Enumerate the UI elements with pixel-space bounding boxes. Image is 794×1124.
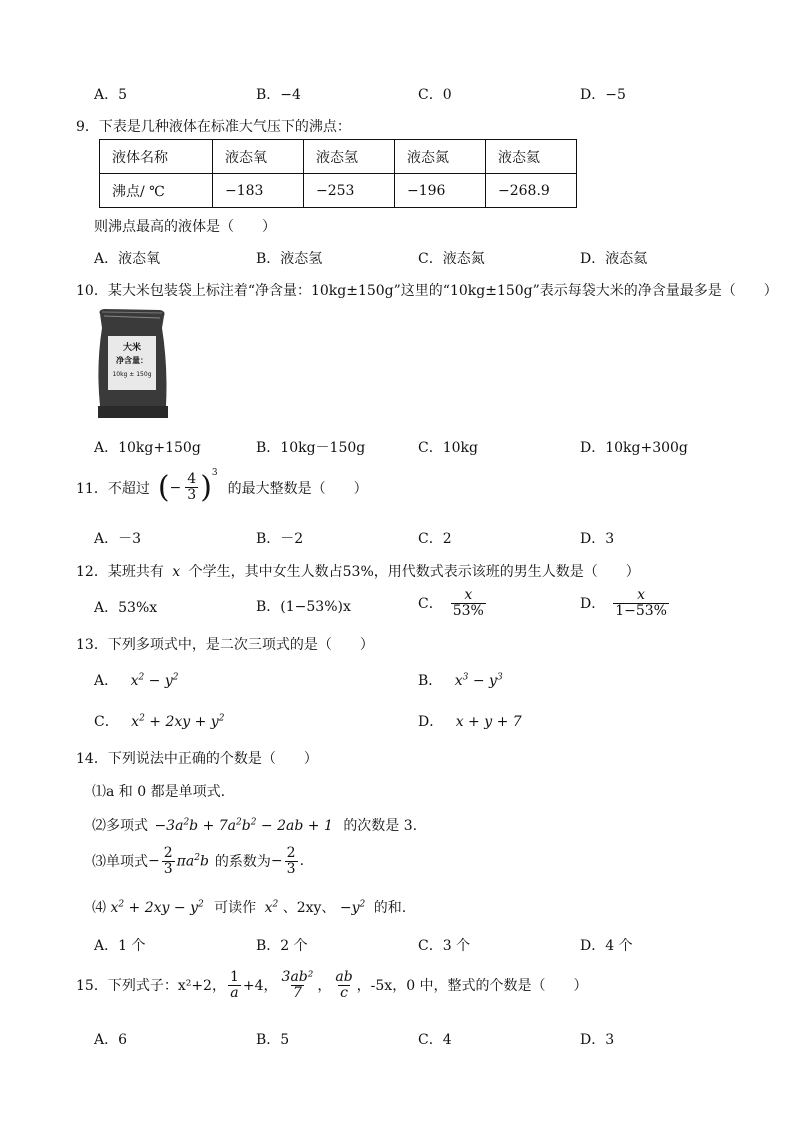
table-cell: −253: [304, 174, 395, 208]
option-label: C．: [418, 596, 443, 613]
q10-option-d[interactable]: D．10kg+300g: [580, 440, 688, 456]
option-label: B．: [418, 673, 443, 689]
fraction-numerator: 2: [163, 845, 173, 861]
q14-item-2-b: 的次数是 3.: [343, 818, 418, 834]
q14-item-4-b: 可读作: [214, 900, 257, 916]
q14-option-b[interactable]: B．2 个: [256, 938, 308, 954]
q9-option-c[interactable]: C．液态氮: [418, 251, 485, 267]
q12-stem: [76, 561, 640, 581]
q14-item-4-neg-y2: $-y^2$: [339, 899, 366, 916]
fraction: [285, 846, 298, 876]
q10-option-c[interactable]: C．10kg: [418, 440, 478, 456]
fraction-numerator: 1: [229, 969, 239, 985]
table-cell: 液态氮: [395, 140, 486, 174]
fraction-numerator: 2: [286, 845, 296, 861]
q11-expression: [158, 470, 218, 505]
q11-option-b[interactable]: B．－2: [256, 531, 304, 547]
fraction-numerator: ab: [335, 969, 353, 985]
q12-variable: x: [172, 564, 181, 580]
option-label: D．: [580, 596, 606, 613]
table-cell: −196: [395, 174, 486, 208]
q8-option-b[interactable]: B．−4: [256, 87, 301, 103]
q12-option-d-fraction: [613, 588, 669, 618]
rice-bag-text-3: 10kg ± 150g: [112, 371, 152, 378]
table-cell: 液态氢: [304, 140, 395, 174]
table-row: [100, 174, 577, 208]
q15-option-a[interactable]: A．6: [94, 1032, 128, 1048]
comma: ，: [317, 978, 332, 995]
q12-option-c[interactable]: [418, 588, 488, 618]
q14-item-4-d: 的和.: [373, 900, 407, 916]
q8-option-d[interactable]: D．−5: [580, 87, 626, 103]
q15-stem-b: ，-5x，0 中，整式的个数是（ ）: [356, 978, 588, 995]
option-label: D．: [418, 714, 444, 730]
q12-option-c-fraction: [451, 588, 486, 618]
q12-stem-b: 个学生，其中女生人数占53%，用代数式表示该班的男生人数是（ ）: [188, 564, 640, 580]
q13-option-c-expr: $x^2 + 2xy + y^2$: [131, 713, 225, 730]
q11-option-c[interactable]: C．2: [418, 531, 452, 547]
table-cell: −268.9: [486, 174, 577, 208]
table-cell: 液体名称: [100, 140, 213, 174]
q15-option-b[interactable]: B．5: [256, 1032, 290, 1048]
q14-stem: 14．下列说法中正确的个数是（ ）: [76, 751, 318, 767]
q14-option-c[interactable]: C．3 个: [418, 938, 471, 954]
q12-option-b[interactable]: [256, 596, 351, 616]
fraction-numerator: x: [637, 587, 646, 603]
q12-stem-a: 12．某班共有: [76, 564, 164, 580]
q14-item-4-expr: $x^2 + 2xy - y^2$: [110, 899, 204, 916]
fraction-numerator: 3ab²: [281, 969, 314, 985]
q9-option-b[interactable]: B．液态氢: [256, 251, 323, 267]
q13-stem: 13．下列多项式中，是二次三项式的是（ ）: [76, 637, 374, 653]
table-cell: 沸点/ ℃: [100, 174, 213, 208]
q15-stem: [76, 970, 588, 1000]
q11-prefix: 11．不超过: [76, 480, 150, 497]
table-cell: −183: [213, 174, 304, 208]
q14-item-3-monomial: $\pi a^2b$: [176, 852, 209, 870]
open-paren: (: [157, 470, 170, 505]
table-row: [100, 140, 577, 174]
fraction-denominator: 3: [163, 860, 173, 877]
rice-bag-text-2: 净含量：: [116, 356, 148, 365]
q14-item-4-a: ⑷: [92, 900, 106, 916]
q14-item-1: ⑴a 和 0 都是单项式.: [92, 784, 226, 800]
rice-bag-text-1: 大米: [122, 343, 142, 353]
q14-item-3-b: 的系数为: [214, 854, 271, 871]
q13-option-d[interactable]: [418, 711, 522, 731]
minus-sign: −: [270, 853, 283, 870]
q12-option-d[interactable]: [580, 588, 671, 618]
period: .: [299, 853, 305, 870]
q13-option-b[interactable]: [418, 670, 503, 690]
q11-suffix: 的最大整数是（ ）: [227, 480, 368, 497]
q11-exponent: 3: [211, 468, 218, 478]
q11-denominator: 3: [187, 487, 197, 503]
q15-option-d[interactable]: D．3: [580, 1032, 615, 1048]
q14-option-d[interactable]: D．4 个: [580, 938, 633, 954]
q9-stem: 9．下表是几种液体在标准大气压下的沸点：: [76, 119, 351, 135]
table-cell: 液态氦: [486, 140, 577, 174]
fraction-denominator: 53%: [452, 602, 484, 619]
rice-bag-bottom: [98, 406, 168, 418]
q15-plus4: +4，: [242, 978, 278, 995]
option-label: A．: [94, 673, 119, 689]
q14-item-4-c: 、2xy、: [282, 900, 336, 916]
close-paren: ): [200, 470, 212, 505]
q15-fraction-3: [333, 970, 354, 1000]
q14-item-3: [92, 846, 304, 876]
q14-item-4: [92, 897, 406, 917]
fraction-denominator: 3: [286, 860, 296, 877]
q10-option-a[interactable]: A．10kg+150g: [94, 440, 201, 456]
q14-item-3-a: ⑶单项式: [92, 854, 148, 871]
q14-item-2: [92, 815, 417, 835]
fraction-denominator: 1−53%: [615, 602, 667, 619]
q9-option-d[interactable]: D．液态氦: [580, 251, 648, 267]
option-label: B．: [256, 599, 281, 615]
minus-sign: −: [148, 853, 160, 870]
fraction-denominator: 7: [292, 984, 302, 1001]
q12-option-b-text: (1−53%)x: [280, 599, 351, 615]
fraction-denominator: a: [230, 984, 239, 1001]
q11-fraction: [185, 472, 198, 502]
fraction-numerator: x: [464, 587, 473, 603]
q15-option-c[interactable]: C．4: [418, 1032, 452, 1048]
option-label: C．: [94, 714, 119, 730]
q11-option-a[interactable]: A．－3: [94, 531, 142, 547]
q11-option-d[interactable]: D．3: [580, 531, 615, 547]
q15-fraction-1: [228, 970, 241, 1000]
rice-bag-image: [94, 306, 170, 420]
q13-option-d-expr: x + y + 7: [455, 714, 522, 730]
q8-option-c[interactable]: C．0: [418, 87, 452, 103]
option-label: A．: [94, 600, 119, 616]
q14-item-2-a: ⑵多项式: [92, 818, 148, 834]
q15-fraction-2: [280, 970, 316, 1000]
q11-minus: −: [169, 479, 182, 496]
fraction-denominator: c: [340, 984, 348, 1001]
q13-option-a[interactable]: [94, 670, 179, 690]
table-cell: 液态氧: [213, 140, 304, 174]
q11-stem: [76, 470, 368, 505]
q10-stem: 10．某大米包装袋上标注着“净含量：10kg±150g”这里的“10kg±150g”表示每袋大米的净含量最多是（ ）: [76, 283, 778, 299]
q9-option-a[interactable]: A．液态氧: [94, 251, 161, 267]
q14-item-2-expr: $-3a^2b + 7a^2b^2 - 2ab + 1$: [154, 817, 333, 834]
q13-option-a-expr: $x^2 - y^2$: [130, 672, 179, 689]
q13-option-c[interactable]: [94, 711, 224, 731]
q11-numerator: 4: [187, 471, 197, 488]
q10-option-b[interactable]: B．10kg－150g: [256, 440, 366, 456]
boiling-point-table: [99, 139, 577, 208]
q14-item-4-x2: $x^2$: [264, 899, 279, 916]
q12-option-a[interactable]: [94, 597, 157, 617]
q14-option-a[interactable]: A．1 个: [94, 938, 146, 954]
q12-option-a-text: 53%x: [118, 600, 158, 616]
q15-stem-a: 15．下列式子：x²+2，: [76, 978, 226, 995]
q13-option-b-expr: $x^3 - y^3$: [454, 672, 503, 689]
q8-option-a[interactable]: A．5: [94, 87, 128, 103]
q9-follow: 则沸点最高的液体是（ ）: [94, 219, 276, 235]
fraction: [162, 846, 175, 876]
